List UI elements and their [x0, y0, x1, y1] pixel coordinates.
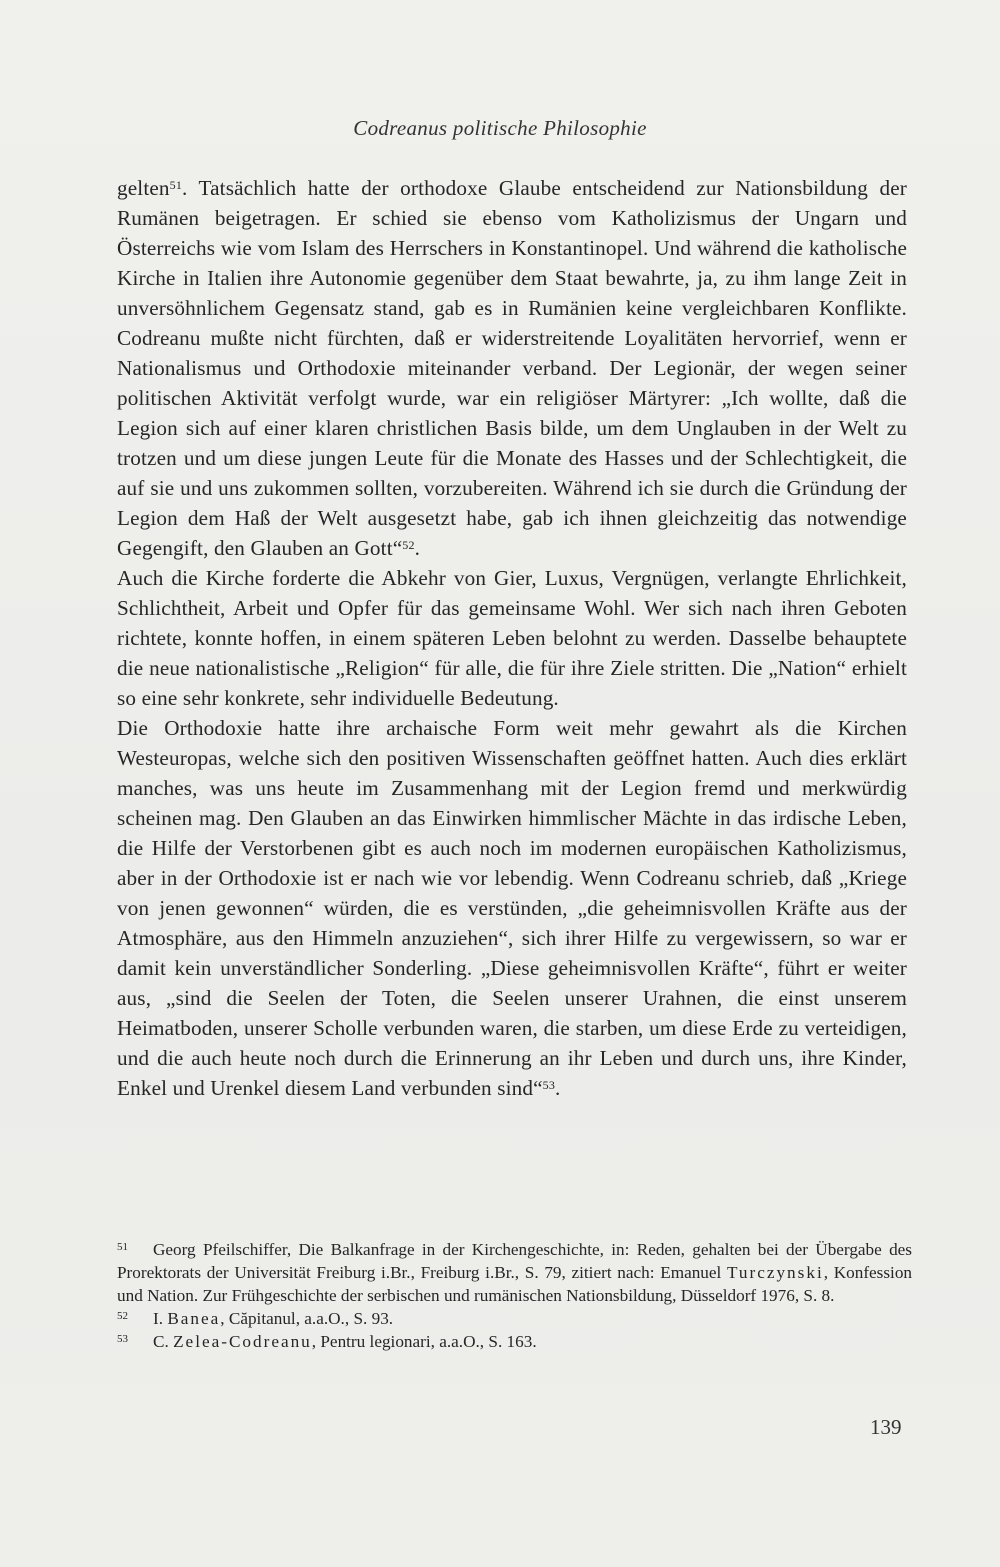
paragraph-1-text-body: . Tatsächlich hatte der orthodoxe Glaube entscheidend zur Nationsbildung der Rumänen beigetragen. Er schied sie ebenso vom Katholizismus der Ungarn und Österreichs wie vom Islam des Herrschers in Konstantinopel. Und während die katholische Kirche in Italien ihre Autonomie gegenüber dem Staat bewahrte, ja, zu ihm lange Zeit in unversöhnlichem Gegensatz stand, gab es in Rumänien keine vergleichbaren Konflikte. Codreanu mußte nicht fürchten, daß er widerstreitende Loyalitäten hervorrief, wenn er Nationalismus und Orthodoxie miteinander verband. Der Legionär, der wegen seiner politischen Aktivität verfolgt wurde, war ein religiöser Märtyrer: „Ich wollte, daß die Legion sich auf einer klaren christlichen Basis bilde, um dem Unglauben in der Welt zu trotzen und um diese jungen Leute für die Monate des Hasses und der Schlechtigkeit, die auf sie und uns zukommen sollten, vorzubereiten. Während ich sie durch die Gründung der Legion dem Haß der Welt ausgesetzt habe, gab ich ihnen gleichzeitig das notwendige Gegengift, den Glauben an Gott“ — [117, 176, 907, 560]
running-header: Codreanus politische Philosophie — [353, 116, 647, 140]
footnote-text: C. — [153, 1332, 174, 1351]
footnote-text: Georg Pfeilschiffer, Die Balkanfrage in der Kirchengeschichte, in: Reden, gehalten bei der Übergabe des Prorektorats der Universität Freiburg i.Br., Freiburg i.Br., S. 79, zitiert nach: Emanuel — [117, 1240, 912, 1282]
paragraph-3-text-end: . — [554, 1076, 561, 1100]
footnote-author: Zelea-Codreanu — [173, 1332, 312, 1351]
paragraph-3-text: Die Orthodoxie hatte ihre archaische Form weit mehr gewahrt als die Kirchen Westeuropas, welche sich den positiven Wissenschaften geöffnet hatten. Auch dies erklärt manches, was uns heute im Zusammenhang mit der Legion fremd und merkwürdig scheinen mag. Den Glauben an das Einwirken himmlischer Mächte in das irdische Leben, die Hilfe der Verstorbenen gibt es auch noch im modernen europäischen Katholizismus, aber in der Orthodoxie ist er nach wie vor lebendig. Wenn Codreanu schrieb, daß „Kriege von jenen gewonnen“ würden, die es verstünden, „die geheimnisvollen Kräfte aus der Atmosphäre, aus den Himmeln anzuziehen“, sich ihrer Hilfe zu vergewissern, so war er damit kein unverständlicher Sonderling. „Diese geheimnisvollen Kräfte“, führt er weiter aus, „sind die Seelen der Toten, die Seelen unserer Urahnen, die einst unserem Heimatboden, unserer Scholle verbunden waren, die starben, um diese Erde zu verteidigen, und die auch heute noch durch die Erinnerung an ihr Leben und durch uns, ihre Kinder, Enkel und Urenkel diesem Land verbunden sind“ — [117, 716, 907, 1100]
paragraph-1-text-end: . — [414, 536, 421, 560]
footnote-text: , Pentru legionari, a.a.O., S. 163. — [311, 1332, 537, 1351]
footnote-53 — [117, 1330, 912, 1353]
footnote-number: 51 — [117, 1241, 128, 1253]
footnote-ref-52[interactable]: 52 — [402, 538, 415, 552]
footnotes — [117, 1238, 912, 1353]
footnote-ref-51[interactable]: 51 — [169, 178, 182, 192]
footnote-52 — [117, 1307, 912, 1330]
page-number: 139 — [870, 1415, 902, 1439]
main-text — [117, 173, 907, 1103]
footnote-text: , Konfession und Nation. Zur Frühgeschichte der serbischen und rumänischen Nationsbildung, Düsseldorf 1976, S. 8. — [117, 1263, 913, 1305]
footnote-author: Banea — [167, 1309, 221, 1328]
footnote-text: , Căpitanul, a.a.O., S. 93. — [220, 1309, 394, 1328]
footnote-number: 52 — [117, 1310, 128, 1322]
paragraph-2: Auch die Kirche forderte die Abkehr von Gier, Luxus, Vergnügen, verlangte Ehrlichkeit, Schlichtheit, Arbeit und Opfer für das gemeinsame Wohl. Wer sich nach ihren Geboten richtete, konnte hoffen, in einem späteren Leben belohnt zu werden. Dasselbe behauptete die neue nationalistische „Religion“ für alle, die für ihre Ziele stritten. Die „Nation“ erhielt so eine sehr konkrete, sehr individuelle Bedeutung. — [117, 566, 907, 710]
footnote-number: 53 — [117, 1333, 128, 1345]
footnote-text: I. — [153, 1309, 168, 1328]
footnote-ref-53[interactable]: 53 — [542, 1078, 555, 1092]
footnote-author: Turczynski — [727, 1263, 824, 1282]
footnote-51 — [117, 1238, 912, 1307]
paragraph-3 — [117, 713, 907, 1103]
paragraph-1-text-start: gelten — [117, 176, 170, 200]
paragraph-1 — [117, 173, 907, 563]
